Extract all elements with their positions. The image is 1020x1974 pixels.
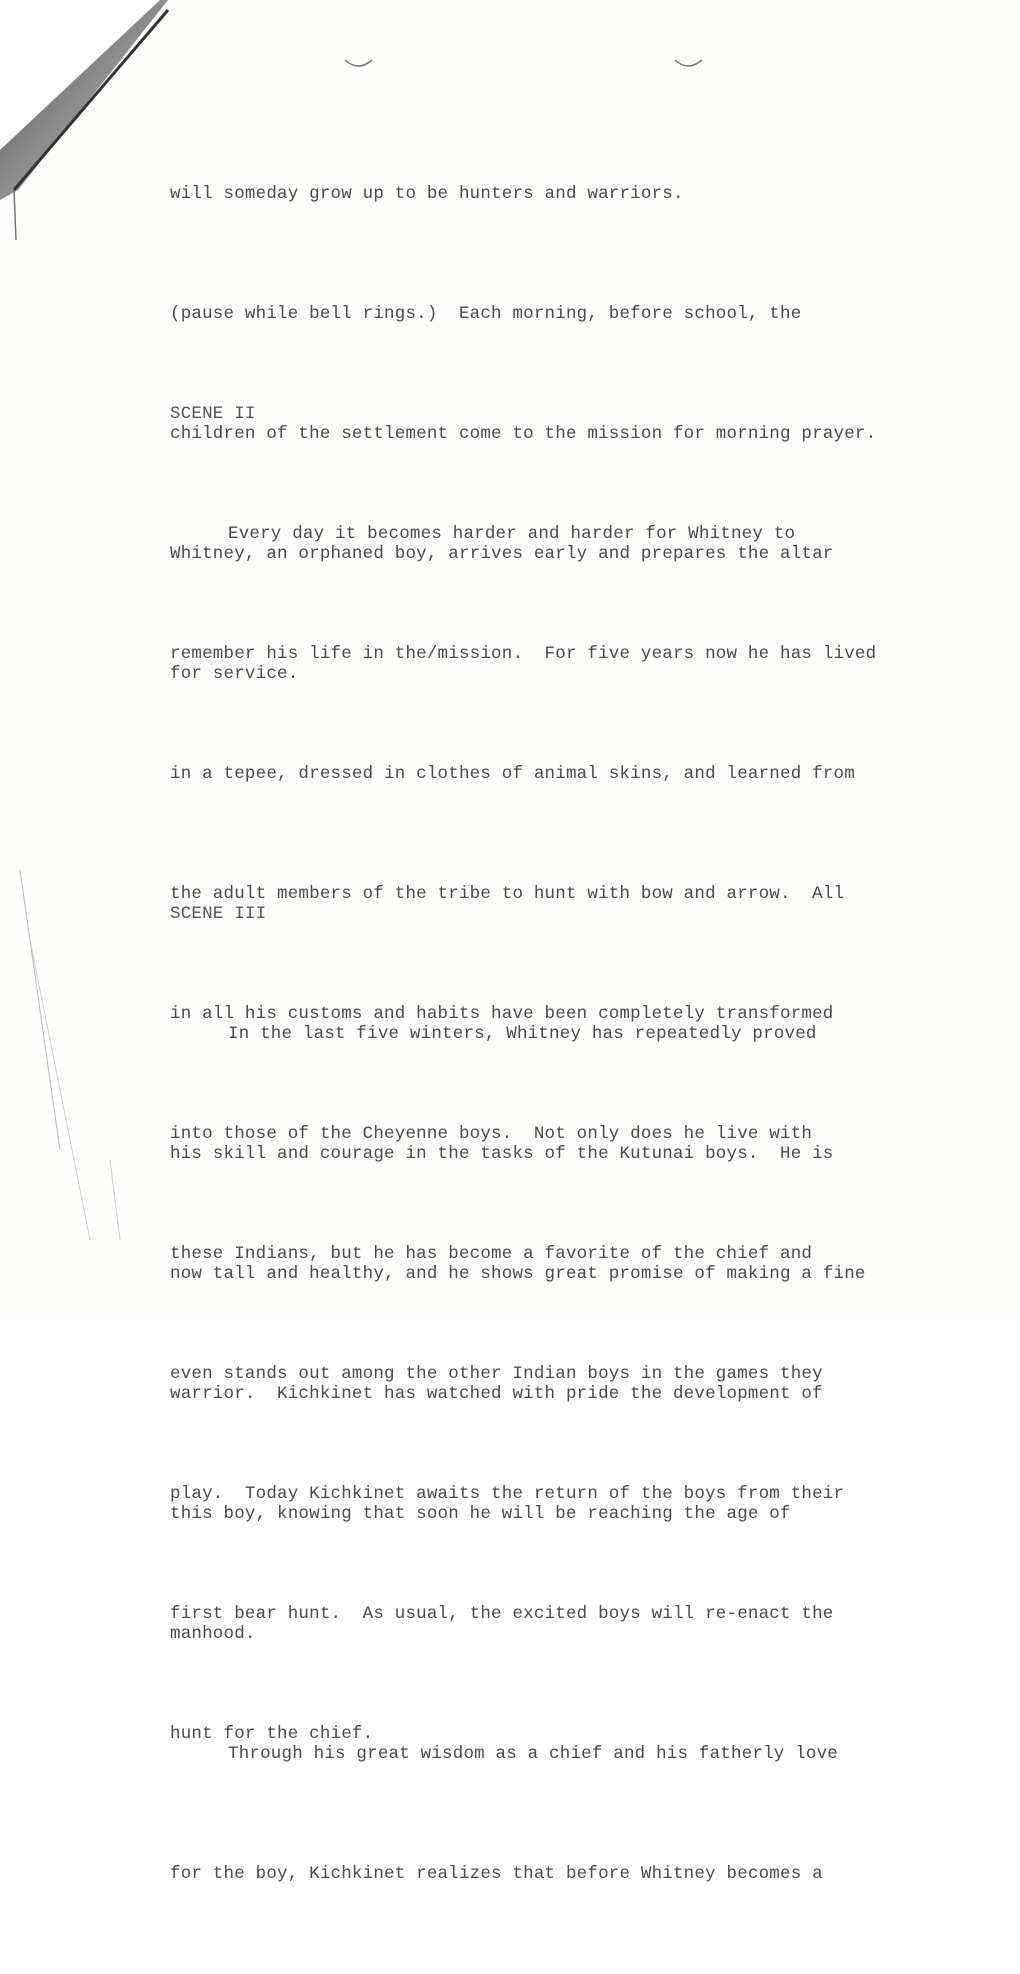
- text-line: for the boy, Kichkinet realizes that before Whitney becomes a: [170, 1864, 823, 1884]
- text-line: Every day it becomes harder and harder for Whitney to: [228, 524, 796, 544]
- text-line: first bear hunt. As usual, the excited boys will re-enact the: [170, 1604, 834, 1624]
- text-line: now tall and healthy, and he shows great promise of making a fine: [170, 1264, 866, 1284]
- text-line: the adult members of the tribe to hunt with bow and arrow. All: [170, 884, 845, 904]
- scene-2-heading: SCENE II: [170, 404, 256, 424]
- text-line: this boy, knowing that soon he will be reaching the age of: [170, 1504, 791, 1524]
- text-line: warrior. Kichkinet has watched with pride the development of: [170, 1384, 823, 1404]
- text-line: Through his great wisdom as a chief and his fatherly love: [228, 1744, 838, 1764]
- text-line: play. Today Kichkinet awaits the return of the boys from their: [170, 1484, 845, 1504]
- text-line: these Indians, but he has become a favorite of the chief and: [170, 1244, 813, 1264]
- text-line: in a tepee, dressed in clothes of animal skins, and learned from: [170, 764, 855, 784]
- text-line: manhood.: [170, 1624, 256, 1644]
- text-line: his skill and courage in the tasks of the Kutunai boys. He is: [170, 1144, 834, 1164]
- text-line: (pause while bell rings.) Each morning, before school, the: [170, 304, 802, 324]
- text-line: Whitney, an orphaned boy, arrives early and prepares the altar: [170, 544, 834, 564]
- scene-3-heading: SCENE III: [170, 904, 267, 924]
- scene-3-section: [170, 814, 970, 1974]
- text-line: even stands out among the other Indian boys in the games they: [170, 1364, 823, 1384]
- text-line: will someday grow up to be hunters and warriors.: [170, 184, 684, 204]
- text-line: into those of the Cheyenne boys. Not only does he live with: [170, 1124, 813, 1144]
- text-line: children of the settlement come to the mission for morning prayer.: [170, 424, 877, 444]
- text-line: remember his life in the/mission. For five years now he has lived: [170, 644, 877, 664]
- text-line: In the last five winters, Whitney has repeatedly proved: [228, 1024, 817, 1044]
- text-line: hunt for the chief.: [170, 1724, 374, 1744]
- text-line: in all his customs and habits have been completely transformed: [170, 1004, 834, 1024]
- text-line: for service.: [170, 664, 299, 684]
